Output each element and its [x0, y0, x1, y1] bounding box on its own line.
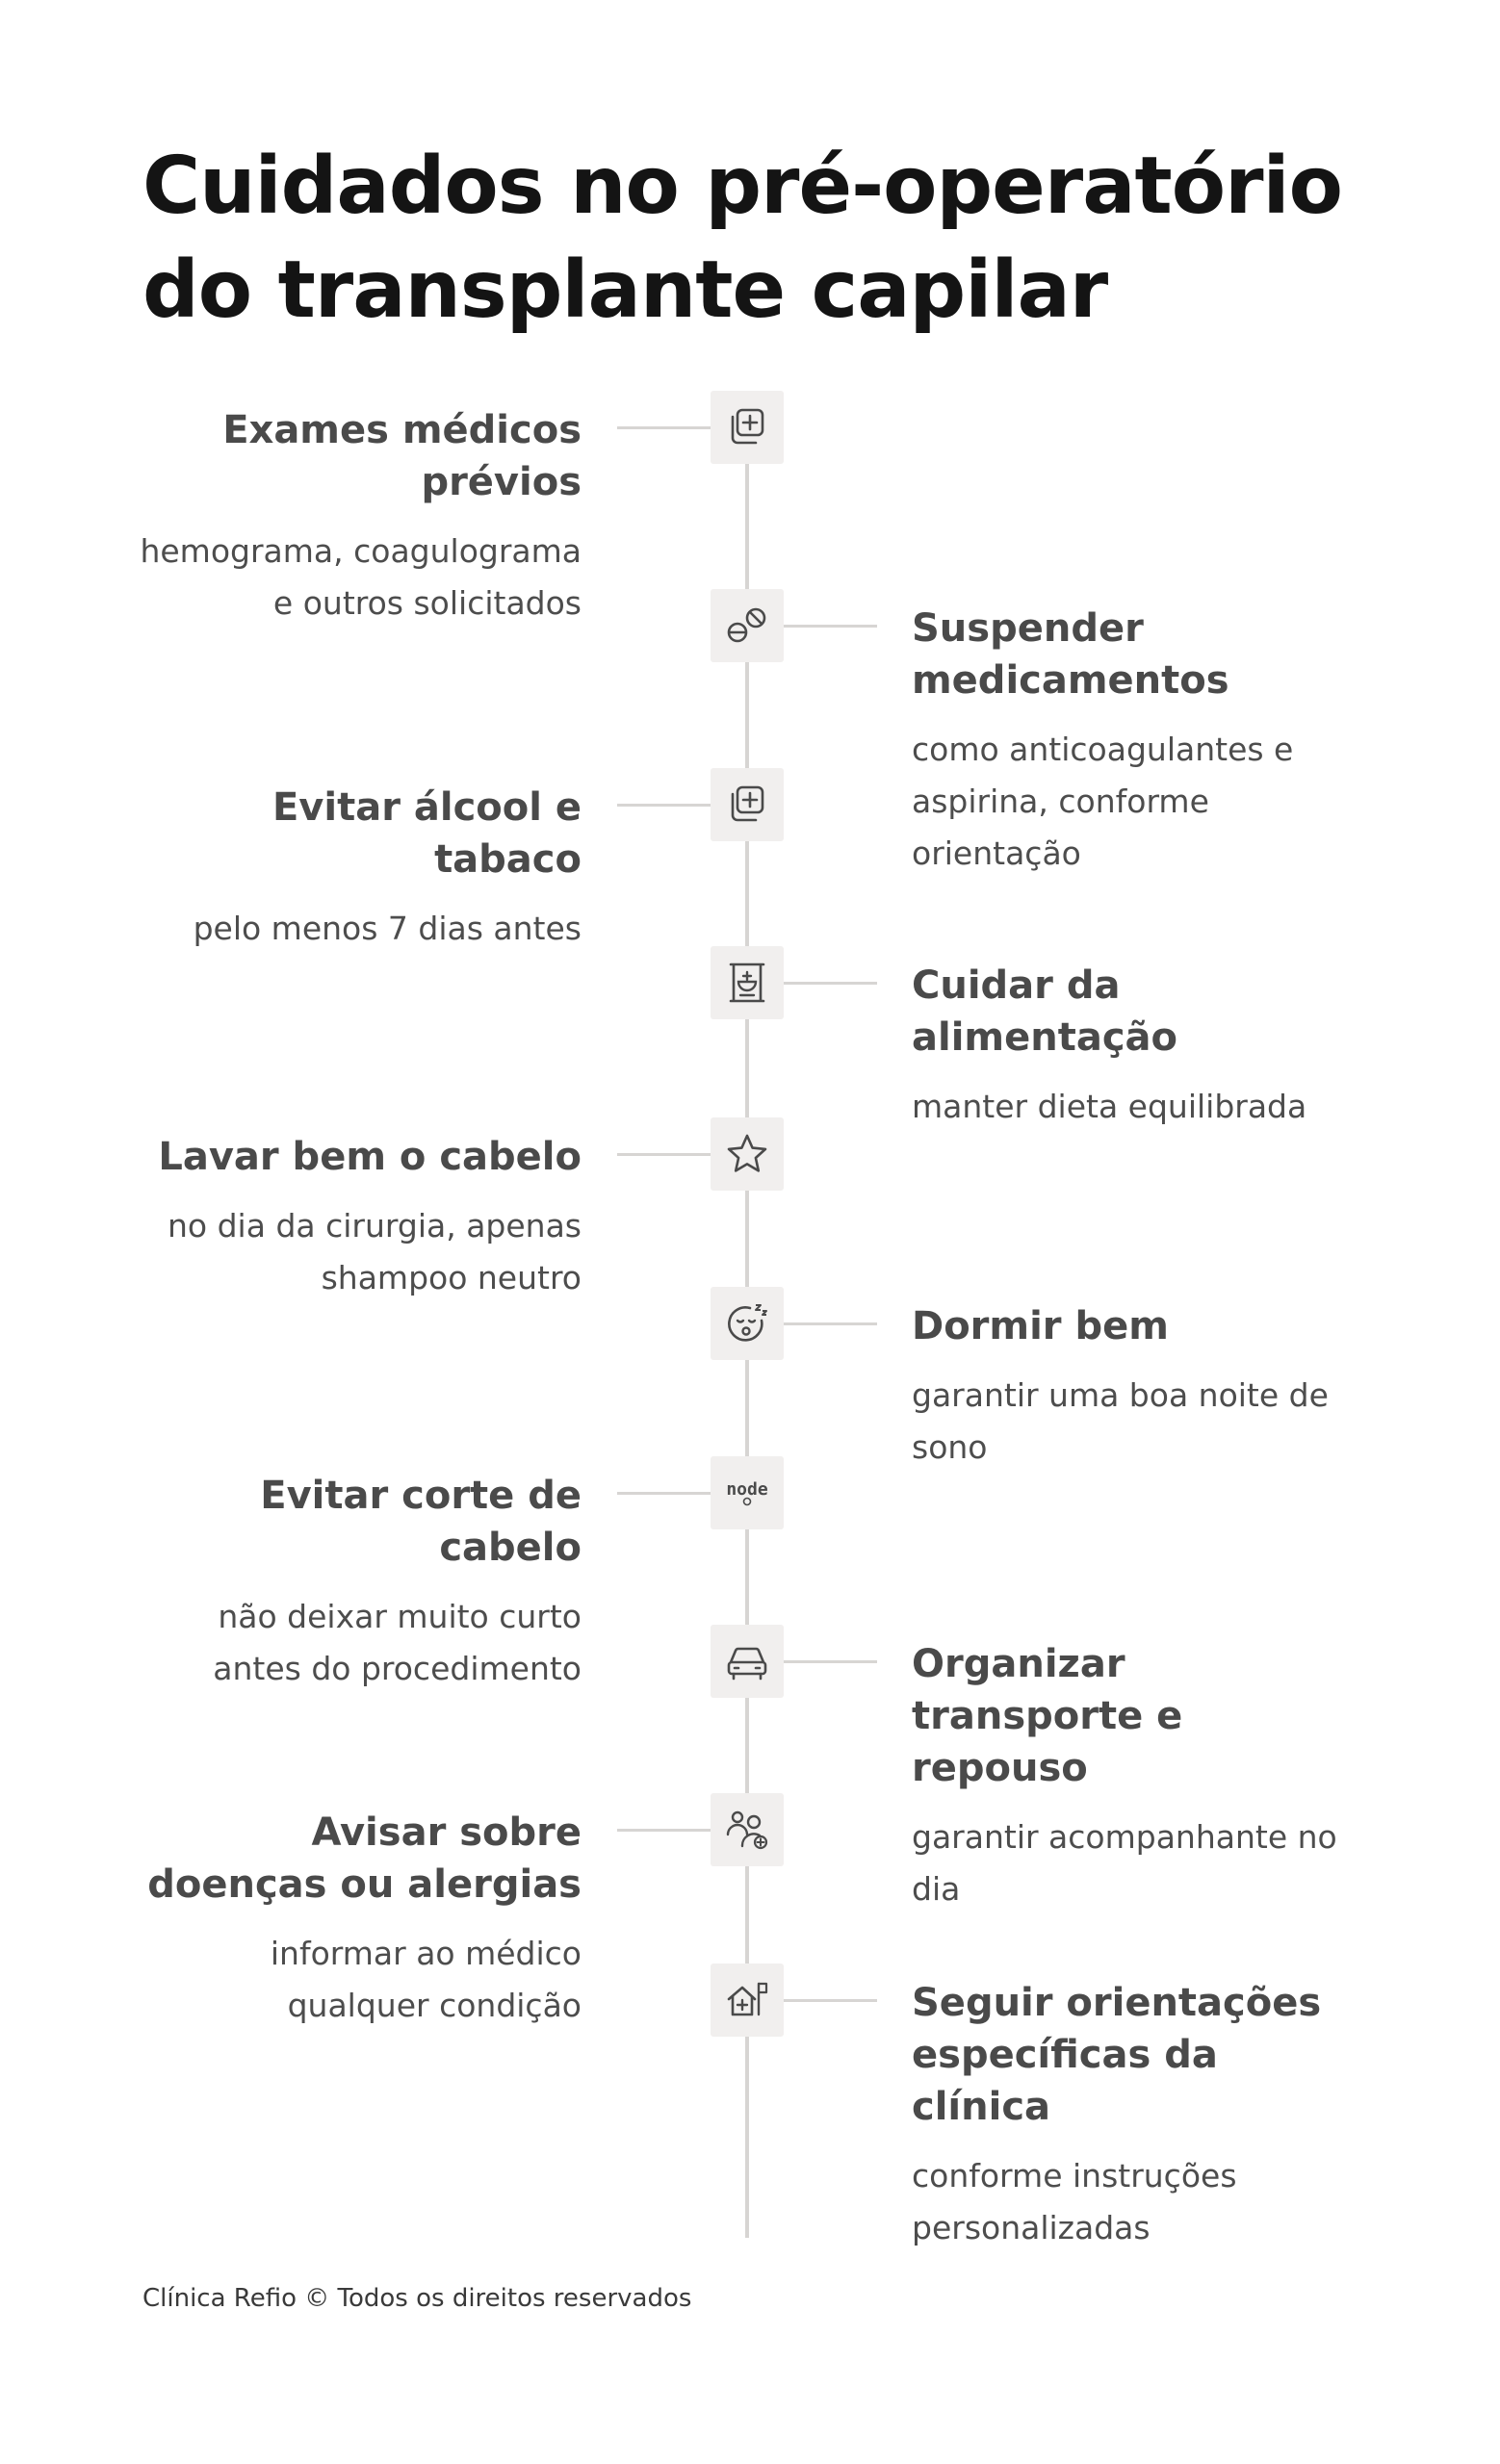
medical-records-icon	[723, 781, 771, 829]
item-title: Cuidar da alimentação	[912, 963, 1177, 1060]
item-description: hemograma, coagulograma e outros solicitados	[140, 532, 582, 622]
timeline-icon-box	[711, 946, 784, 1019]
item-description: garantir acompanhante no dia	[912, 1818, 1337, 1908]
timeline-icon-box	[711, 391, 784, 464]
timeline-icon-box	[711, 1793, 784, 1866]
connector	[784, 1660, 877, 1663]
clinic-icon	[723, 1976, 771, 2024]
timeline-icon-box	[711, 1964, 784, 2037]
item-description: no dia da cirurgia, apenas shampoo neutro	[168, 1207, 582, 1296]
timeline-item	[912, 960, 1364, 1133]
timeline-item	[912, 603, 1364, 880]
timeline-icon-box	[711, 1456, 784, 1529]
timeline-item	[129, 1470, 582, 1695]
item-description: conforme instruções personalizadas	[912, 2157, 1237, 2246]
timeline-item	[129, 1807, 582, 2032]
timeline-item	[912, 1638, 1364, 1915]
nutrition-chart-icon	[723, 959, 771, 1007]
item-description: não deixar muito curto antes do procedimento	[213, 1598, 582, 1687]
item-title: Exames médicos prévios	[222, 408, 582, 504]
item-description: informar ao médico qualquer condição	[270, 1935, 582, 2024]
item-title: Suspender medicamentos	[912, 606, 1229, 703]
sleeping-face-icon	[723, 1299, 771, 1348]
item-title: Avisar sobre doenças ou alergias	[147, 1810, 582, 1907]
footer-copyright: Clínica Refio © Todos os direitos reservados	[142, 2284, 692, 2313]
timeline-item	[129, 404, 582, 629]
item-title: Seguir orientações específicas da clínica	[912, 1981, 1322, 2129]
timeline-icon-box	[711, 1625, 784, 1698]
connector	[617, 1492, 711, 1495]
item-title: Dormir bem	[912, 1304, 1169, 1348]
svg-text:node: node	[726, 1479, 768, 1500]
connector	[784, 1322, 877, 1325]
item-title: Evitar corte de cabelo	[260, 1474, 582, 1570]
star-icon	[723, 1130, 771, 1178]
timeline-item	[912, 1977, 1364, 2254]
timeline-item	[912, 1300, 1364, 1474]
timeline-icon-box	[711, 589, 784, 662]
item-description: pelo menos 7 dias antes	[193, 910, 582, 947]
item-description: garantir uma boa noite de sono	[912, 1376, 1329, 1466]
timeline-item	[129, 782, 582, 955]
timeline-icon-box	[711, 1117, 784, 1191]
page-title: Cuidados no pré-operatório do transplante capilar	[142, 141, 1342, 336]
item-title: Organizar transporte e repouso	[912, 1642, 1183, 1790]
people-add-icon	[723, 1806, 771, 1854]
connector	[617, 426, 711, 429]
connector	[784, 1999, 877, 2002]
car-icon	[723, 1637, 771, 1685]
connector	[784, 982, 877, 985]
connector	[617, 1153, 711, 1156]
connector	[617, 804, 711, 807]
connector	[617, 1829, 711, 1832]
pills-icon	[723, 602, 771, 650]
node-logo-icon	[723, 1469, 771, 1517]
item-title: Evitar álcool e tabaco	[272, 785, 582, 882]
timeline-icon-box	[711, 768, 784, 841]
timeline-item	[129, 1131, 582, 1304]
medical-records-icon	[723, 403, 771, 451]
item-title: Lavar bem o cabelo	[158, 1135, 582, 1179]
timeline-icon-box	[711, 1287, 784, 1360]
connector	[784, 625, 877, 628]
item-description: manter dieta equilibrada	[912, 1088, 1307, 1125]
item-description: como anticoagulantes e aspirina, conforme orientação	[912, 731, 1294, 872]
